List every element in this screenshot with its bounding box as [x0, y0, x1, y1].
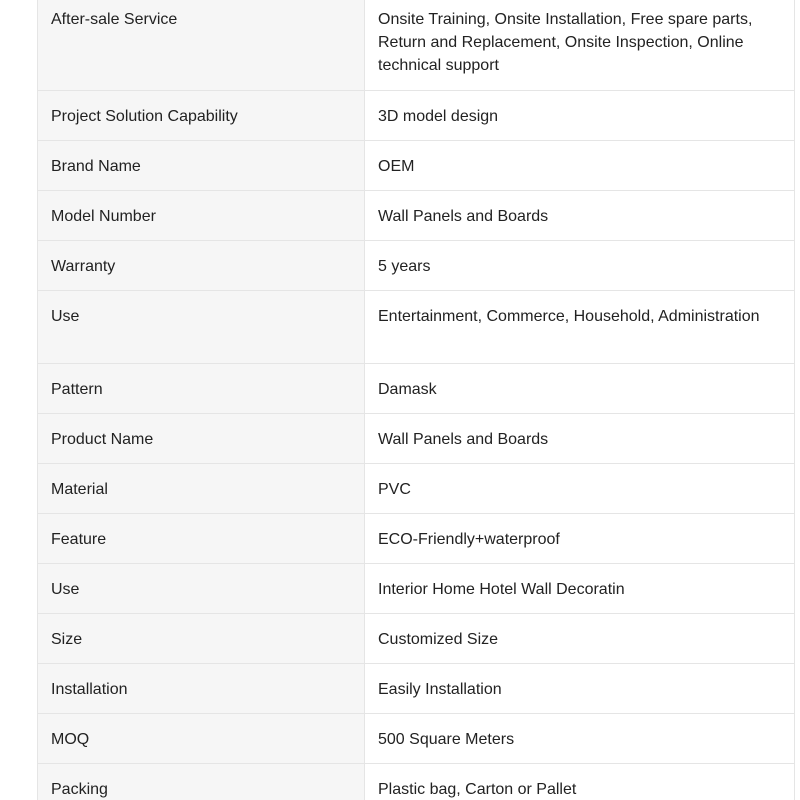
- spec-key: Feature: [38, 514, 365, 564]
- spec-value: 500 Square Meters: [365, 714, 795, 764]
- spec-value: OEM: [365, 141, 795, 191]
- spec-value: Onsite Training, Onsite Installation, Free spare parts, Return and Replacement, Onsite Inspection, Online technical support: [365, 0, 795, 91]
- spec-value: PVC: [365, 464, 795, 514]
- table-row: [38, 764, 795, 800]
- spec-key: Size: [38, 614, 365, 664]
- table-row: [38, 0, 795, 91]
- specifications-table: [37, 0, 795, 800]
- spec-key: Pattern: [38, 364, 365, 414]
- table-row: [38, 514, 795, 564]
- spec-key: Packing: [38, 764, 365, 800]
- table-row: [38, 291, 795, 364]
- spec-value: Damask: [365, 364, 795, 414]
- spec-value: 5 years: [365, 241, 795, 291]
- table-row: [38, 414, 795, 464]
- table-row: [38, 91, 795, 141]
- spec-key: Warranty: [38, 241, 365, 291]
- spec-value: ECO-Friendly+waterproof: [365, 514, 795, 564]
- table-row: [38, 364, 795, 414]
- spec-key: Installation: [38, 664, 365, 714]
- spec-key: Material: [38, 464, 365, 514]
- spec-key: Brand Name: [38, 141, 365, 191]
- table-row: [38, 614, 795, 664]
- table-row: [38, 241, 795, 291]
- spec-key: MOQ: [38, 714, 365, 764]
- spec-key: Product Name: [38, 414, 365, 464]
- table-row: [38, 141, 795, 191]
- spec-value: Customized Size: [365, 614, 795, 664]
- spec-key: Use: [38, 291, 365, 364]
- table-row: [38, 664, 795, 714]
- spec-value: Plastic bag, Carton or Pallet: [365, 764, 795, 800]
- spec-key: Project Solution Capability: [38, 91, 365, 141]
- spec-key: Use: [38, 564, 365, 614]
- spec-value: Entertainment, Commerce, Household, Administration: [365, 291, 795, 364]
- table-row: [38, 464, 795, 514]
- spec-value: Wall Panels and Boards: [365, 414, 795, 464]
- spec-key: After-sale Service: [38, 0, 365, 91]
- spec-key: Model Number: [38, 191, 365, 241]
- spec-value: Easily Installation: [365, 664, 795, 714]
- spec-value: 3D model design: [365, 91, 795, 141]
- table-row: [38, 564, 795, 614]
- spec-value: Wall Panels and Boards: [365, 191, 795, 241]
- table-row: [38, 191, 795, 241]
- spec-value: Interior Home Hotel Wall Decoratin: [365, 564, 795, 614]
- table-row: [38, 714, 795, 764]
